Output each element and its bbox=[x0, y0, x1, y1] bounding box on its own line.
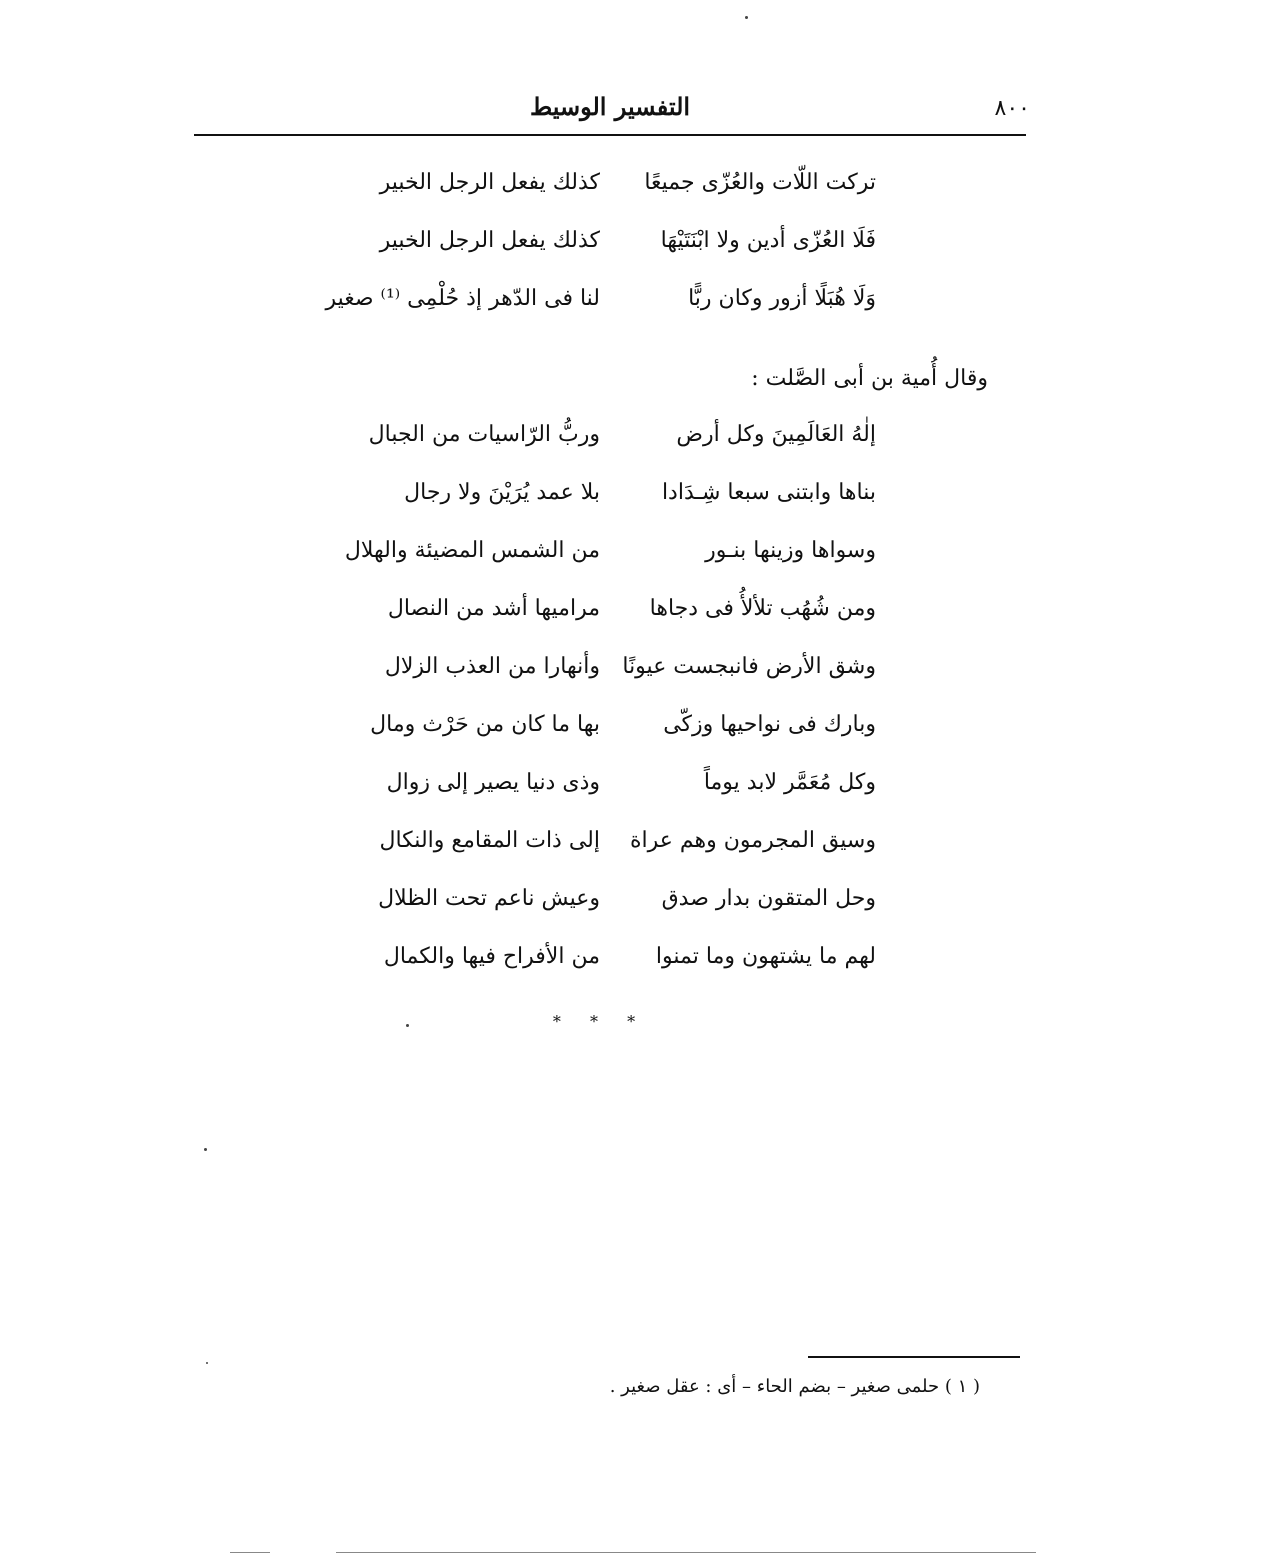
verse-2-2 bbox=[0, 480, 1274, 524]
hemistich-first: لهم ما يشتهون وما تمنوا bbox=[655, 944, 876, 969]
scan-speck bbox=[745, 16, 748, 19]
hemistich-second: لنا فى الدّهر إذ حُلْمِى ⁽¹⁾ صغير bbox=[325, 286, 600, 311]
hemistich-first: ومن شُهُب تلألأُ فى دجاها bbox=[649, 596, 876, 621]
poem-intro: وقال أُمية بن أبى الصَّلت : bbox=[751, 366, 988, 391]
scan-edge-line bbox=[230, 1552, 270, 1553]
hemistich-first: تركت اللّات والعُزّى جميعًا bbox=[644, 170, 876, 195]
section-separator: * * * bbox=[552, 1012, 648, 1031]
hemistich-second: من الأفراح فيها والكمال bbox=[383, 944, 600, 969]
hemistich-second: وعيش ناعم تحت الظلال bbox=[378, 886, 600, 911]
verse-2-10 bbox=[0, 944, 1274, 988]
footnote: ( ١ ) حلمى صغير – بضم الحاء – أى : عقل صغير . bbox=[609, 1376, 980, 1397]
hemistich-second: بها ما كان من حَرْث ومال bbox=[370, 712, 600, 737]
verse-1-3 bbox=[0, 286, 1274, 330]
running-header-title: التفسير الوسيط bbox=[529, 92, 691, 121]
verse-1-2 bbox=[0, 228, 1274, 272]
hemistich-second: مراميها أشد من النصال bbox=[387, 596, 600, 621]
page-number: ٨٠٠ bbox=[994, 96, 1030, 121]
hemistich-second: وربُّ الرّاسيات من الجبال bbox=[368, 422, 600, 447]
hemistich-second: بلا عمد يُرَيْنَ ولا رجال bbox=[404, 480, 600, 505]
verse-1-1 bbox=[0, 170, 1274, 214]
hemistich-first: وحل المتقون بدار صدق bbox=[661, 886, 876, 911]
hemistich-first: وسواها وزينها بنـور bbox=[705, 538, 876, 563]
hemistich-first: وكل مُعَمَّر لابد يوماً bbox=[703, 770, 876, 795]
scan-speck bbox=[206, 1362, 208, 1364]
verse-2-7 bbox=[0, 770, 1274, 814]
hemistich-first: وسيق المجرمون وهم عراة bbox=[630, 828, 876, 853]
verse-2-5 bbox=[0, 654, 1274, 698]
scan-edge-line bbox=[336, 1552, 1036, 1553]
hemistich-second: وأنهارا من العذب الزلال bbox=[384, 654, 600, 679]
hemistich-first: بناها وابتنى سبعا شِـدَادا bbox=[661, 480, 876, 505]
verse-2-3 bbox=[0, 538, 1274, 582]
hemistich-second: كذلك يفعل الرجل الخبير bbox=[379, 170, 600, 195]
hemistich-first: فَلَا العُزّى أدين ولا ابْنَتَيْهَا bbox=[660, 228, 876, 253]
verse-2-8 bbox=[0, 828, 1274, 872]
header-rule bbox=[194, 134, 1026, 136]
hemistich-first: إلٰهُ العَالَمِينَ وكل أرض bbox=[676, 422, 876, 447]
scan-speck bbox=[406, 1024, 409, 1027]
hemistich-second: من الشمس المضيئة والهلال bbox=[344, 538, 600, 563]
verse-2-6 bbox=[0, 712, 1274, 756]
verse-2-4 bbox=[0, 596, 1274, 640]
hemistich-second: كذلك يفعل الرجل الخبير bbox=[379, 228, 600, 253]
footnote-rule bbox=[808, 1356, 1020, 1358]
hemistich-first: وشق الأرض فانبجست عيونًا bbox=[622, 654, 876, 679]
hemistich-second: إلى ذات المقامع والنكال bbox=[379, 828, 600, 853]
hemistich-first: وبارك فى نواحيها وزكّى bbox=[663, 712, 876, 737]
verse-2-9 bbox=[0, 886, 1274, 930]
scan-speck bbox=[204, 1148, 207, 1151]
verse-2-1 bbox=[0, 422, 1274, 466]
hemistich-second: وذى دنيا يصير إلى زوال bbox=[386, 770, 600, 795]
hemistich-first: وَلَا هُبَلًا أزور وكان ربًّا bbox=[688, 286, 876, 311]
